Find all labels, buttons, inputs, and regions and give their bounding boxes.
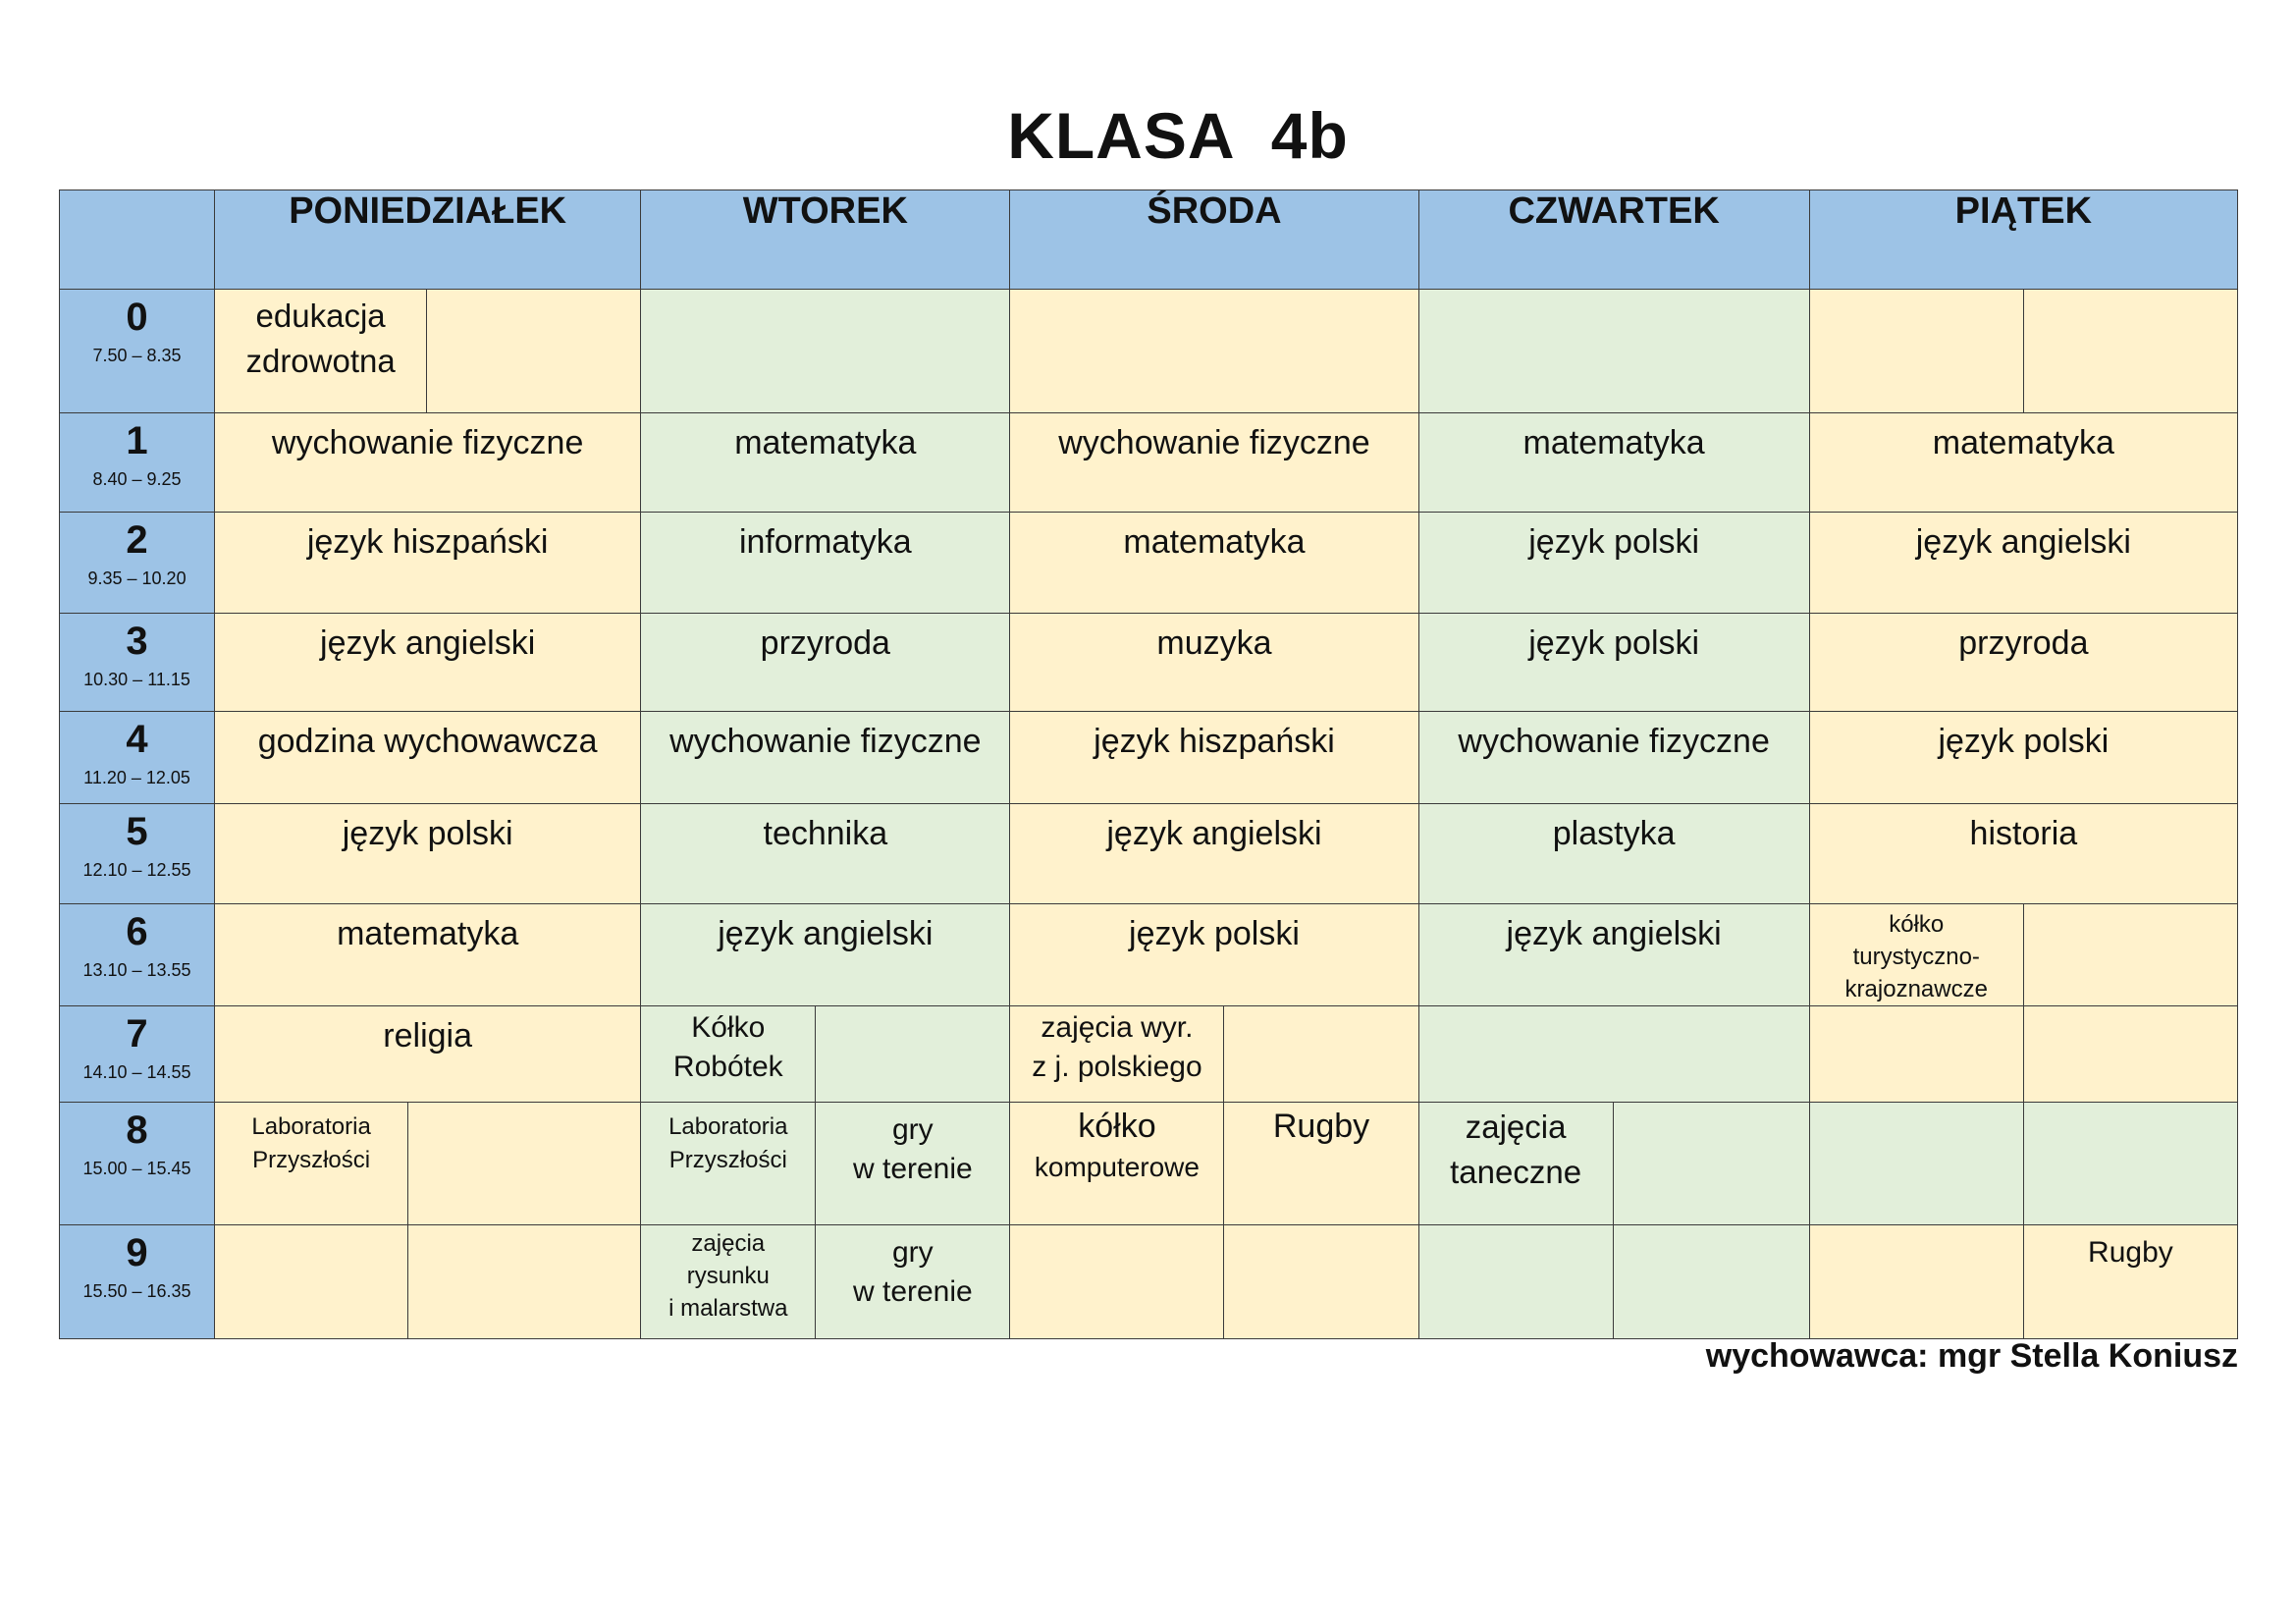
lesson-row-9 [60,1225,2238,1339]
subject-line: Kółko [691,1011,766,1044]
subject: język angielski [320,624,536,662]
subject: muzyka [1156,624,1272,662]
subject-line: Przyszłości [252,1147,371,1173]
subject-line: zajęcia [1465,1109,1567,1145]
cell-fri-0a [1809,290,2023,413]
day-header-wed: ŚRODA [1010,190,1418,290]
page-title: KLASA 4b [1007,99,1349,172]
cell-fri-8a [1809,1103,2023,1225]
lesson-number-cell [60,614,215,712]
subject: Rugby [1272,1108,1370,1145]
subject: informatyka [738,523,912,561]
cell-thu-8a [1418,1103,1613,1225]
cell-wed-4 [1010,712,1418,804]
cell-wed-9b [1224,1225,1418,1339]
lesson-row-0 [60,290,2238,413]
cell-mon-0b [427,290,641,413]
subject: matematyka [337,915,519,952]
cell-thu-8b [1613,1103,1809,1225]
cell-thu-2 [1418,513,1809,614]
lesson-row-3 [60,614,2238,712]
cell-tue-2 [641,513,1010,614]
cell-fri-3 [1809,614,2237,712]
subject: język angielski [718,915,934,952]
subject: język polski [1938,723,2109,760]
subject-line: krajoznawcze [1844,976,1988,1002]
cell-wed-5 [1010,804,1418,904]
subject: wychowanie fizyczne [1058,424,1370,461]
cell-mon-1 [215,413,641,513]
cell-tue-8a [641,1103,816,1225]
cell-fri-2 [1809,513,2237,614]
cell-fri-6a [1809,904,2023,1006]
cell-mon-3 [215,614,641,712]
subject-line: edukacja [255,298,386,334]
day-header-thu: CZWARTEK [1418,190,1809,290]
cell-mon-0a [215,290,427,413]
subject: religia [383,1017,473,1055]
lesson-time: 14.10 – 14.55 [82,1062,191,1082]
subject: język polski [1129,915,1300,952]
cell-thu-6 [1418,904,1809,1006]
corner-cell [60,190,215,290]
lesson-number: 9 [126,1231,148,1274]
cell-fri-9a [1809,1225,2023,1339]
lesson-number-cell [60,712,215,804]
timetable [59,189,2238,1339]
cell-thu-9a [1418,1225,1613,1339]
lesson-time: 8.40 – 9.25 [92,469,182,489]
subject: matematyka [1522,424,1705,461]
lesson-number-cell [60,1103,215,1225]
cell-mon-9b [408,1225,641,1339]
subject: język angielski [1106,815,1322,852]
cell-wed-2 [1010,513,1418,614]
subject: matematyka [1123,523,1306,561]
cell-tue-9b [816,1225,1010,1339]
subject: język hiszpański [1094,723,1335,760]
subject: przyroda [1958,624,2089,662]
cell-mon-2 [215,513,641,614]
cell-thu-1 [1418,413,1809,513]
cell-tue-1 [641,413,1010,513]
lesson-row-8 [60,1103,2238,1225]
subject-line: zdrowotna [245,343,396,379]
cell-fri-8b [2023,1103,2237,1225]
subject-line: rysunku [686,1263,770,1289]
lesson-row-7 [60,1006,2238,1103]
subject: wychowanie fizyczne [669,723,982,760]
cell-wed-9a [1010,1225,1224,1339]
cell-tue-8b [816,1103,1010,1225]
cell-tue-5 [641,804,1010,904]
subject-line: Laboratoria [251,1113,371,1140]
lesson-row-1 [60,413,2238,513]
cell-wed-6 [1010,904,1418,1006]
cell-mon-6 [215,904,641,1006]
cell-thu-3 [1418,614,1809,712]
subject: historia [1969,815,2078,852]
day-header-fri: PIĄTEK [1809,190,2237,290]
subject-line: taneczne [1450,1154,1582,1190]
cell-wed-8b [1224,1103,1418,1225]
cell-fri-1 [1809,413,2237,513]
cell-tue-6 [641,904,1010,1006]
subject: język polski [1528,523,1700,561]
lesson-row-6 [60,904,2238,1006]
cell-fri-7b [2023,1006,2237,1103]
lesson-row-5 [60,804,2238,904]
lesson-number: 1 [126,419,148,462]
subject: matematyka [1932,424,2114,461]
subject-line: Laboratoria [668,1113,788,1140]
lesson-row-2 [60,513,2238,614]
subject: technika [763,815,888,852]
subject-line: Przyszłości [668,1147,787,1173]
subject: język polski [342,815,513,852]
cell-wed-7a [1010,1006,1224,1103]
lesson-row-4 [60,712,2238,804]
lesson-time: 15.50 – 16.35 [82,1281,191,1301]
subject-line: kółko [1078,1108,1156,1145]
subject: wychowanie fizyczne [271,424,584,461]
lesson-time: 10.30 – 11.15 [83,670,190,689]
subject-line: Robótek [672,1051,783,1083]
cell-mon-9a [215,1225,408,1339]
subject-line: gry [892,1236,934,1269]
lesson-number-cell [60,1225,215,1339]
cell-fri-6b [2023,904,2237,1006]
cell-mon-8b [408,1103,641,1225]
subject-line: turystyczno- [1852,944,1980,970]
lesson-time: 7.50 – 8.35 [92,346,182,365]
cell-mon-4 [215,712,641,804]
lesson-number-cell [60,513,215,614]
cell-thu-4 [1418,712,1809,804]
lesson-number: 8 [126,1109,148,1152]
lesson-number: 6 [126,910,148,953]
subject-line: i malarstwa [668,1295,788,1322]
cell-tue-3 [641,614,1010,712]
subject-line: kółko [1889,911,1945,938]
subject: język polski [1528,624,1700,662]
lesson-time: 15.00 – 15.45 [82,1159,191,1178]
cell-wed-8a [1010,1103,1224,1225]
lesson-number: 0 [126,296,148,339]
lesson-number: 4 [126,718,148,761]
cell-tue-7a [641,1006,816,1103]
subject: język angielski [1506,915,1722,952]
subject-line: zajęcia wyr. [1041,1011,1194,1044]
subject: plastyka [1552,815,1676,852]
subject-line: w terenie [852,1153,973,1185]
cell-wed-0 [1010,290,1418,413]
cell-fri-5 [1809,804,2237,904]
cell-mon-8a [215,1103,408,1225]
lesson-number: 5 [126,810,148,853]
lesson-number-cell [60,904,215,1006]
subject: godzina wychowawcza [257,723,598,760]
lesson-number: 2 [126,518,148,562]
lesson-number: 3 [126,620,148,663]
header-row [60,190,2238,290]
cell-fri-0b [2023,290,2237,413]
subject: przyroda [760,624,890,662]
subject-line: z j. polskiego [1032,1051,1202,1083]
cell-tue-9a [641,1225,816,1339]
cell-mon-7 [215,1006,641,1103]
lesson-number-cell [60,804,215,904]
lesson-number-cell [60,413,215,513]
lesson-number-cell [60,1006,215,1103]
subject: język hiszpański [306,523,549,561]
subject: matematyka [734,424,917,461]
cell-tue-7b [816,1006,1010,1103]
subject-line: zajęcia [691,1230,766,1257]
lesson-time: 11.20 – 12.05 [83,768,190,787]
cell-fri-7a [1809,1006,2023,1103]
cell-fri-9b [2023,1225,2237,1339]
cell-wed-1 [1010,413,1418,513]
cell-wed-7b [1224,1006,1418,1103]
class-teacher: wychowawca: mgr Stella Koniusz [1705,1337,2238,1375]
subject-line: komputerowe [1034,1152,1200,1182]
cell-thu-7 [1418,1006,1809,1103]
lesson-time: 12.10 – 12.55 [82,860,191,880]
lesson-number-cell [60,290,215,413]
subject-line: w terenie [852,1275,973,1308]
cell-tue-4 [641,712,1010,804]
day-header-mon: PONIEDZIAŁEK [215,190,641,290]
cell-mon-5 [215,804,641,904]
subject: język angielski [1915,523,2131,561]
cell-wed-3 [1010,614,1418,712]
cell-thu-9b [1613,1225,1809,1339]
lesson-time: 9.35 – 10.20 [87,568,187,588]
subject: Rugby [2088,1236,2173,1269]
cell-thu-5 [1418,804,1809,904]
day-header-tue: WTOREK [641,190,1010,290]
cell-thu-0 [1418,290,1809,413]
subject: wychowanie fizyczne [1458,723,1770,760]
cell-fri-4 [1809,712,2237,804]
lesson-number: 7 [126,1012,148,1056]
cell-tue-0 [641,290,1010,413]
lesson-time: 13.10 – 13.55 [82,960,191,980]
subject-line: gry [892,1113,934,1146]
